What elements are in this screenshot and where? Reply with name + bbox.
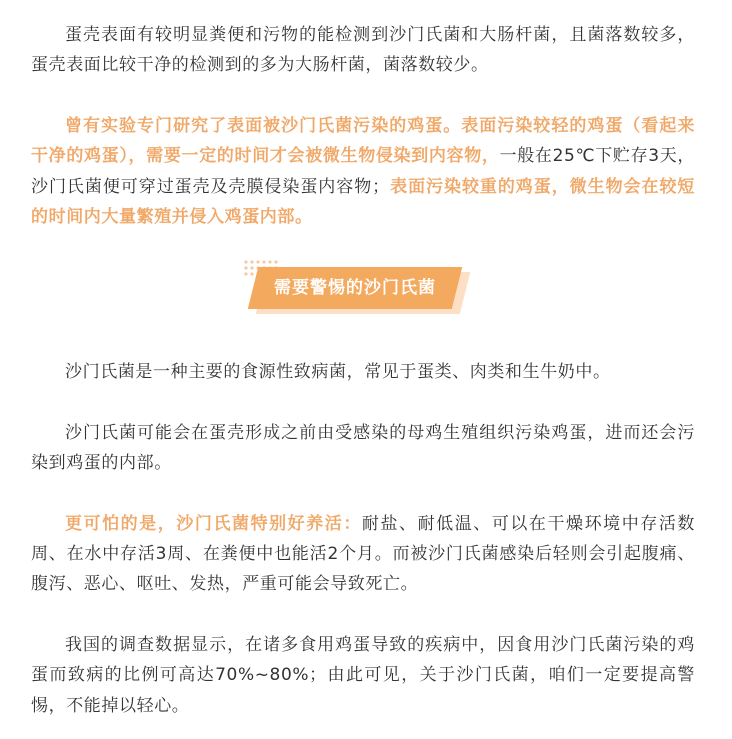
section-header (31, 259, 695, 357)
highlight-text-heavy-contamination: 表面污染较重的鸡蛋，微生物会在较短的时间内大量繁殖并侵入鸡蛋内部。 (31, 176, 696, 228)
highlight-text-light-contamination: 曾有实验专门研究了表面被沙门氏菌污染的鸡蛋。表面污染较轻的鸡蛋（看起来干净的鸡蛋），需要一定的时间才会被微生物侵染到内容物， (31, 115, 695, 167)
paragraph-salmonella-intro: 沙门氏菌是一种主要的食源性致病菌，常见于蛋类、肉类和生牛奶中。 (65, 362, 611, 383)
paragraph-experiment (31, 111, 695, 233)
section-title: 需要警惕的沙门氏菌 (274, 278, 436, 299)
paragraph-eggshell-detection: 蛋壳表面有较明显粪便和污物的能检测到沙门氏菌和大肠杆菌，且菌落数较多，蛋壳表面比较干净的检测到的多为大肠杆菌，菌落数较少。 (31, 25, 695, 76)
article-body (31, 20, 695, 721)
paragraph-survival (31, 509, 695, 600)
normal-text-storage: 一般在25℃下贮存3天，沙门氏菌便可穿过蛋壳及壳膜侵染蛋内容物； (31, 146, 695, 197)
normal-text-symptoms: 耐盐、耐低温、可以在干燥环境中存活数周、在水中存活3周、在粪便中也能活2个月。而被沙门氏菌感染后轻则会引起腹痛、腹泻、恶心、呕吐、发热，严重可能会导致死亡。 (31, 513, 695, 595)
paragraph-survey-data: 我国的调查数据显示，在诸多食用鸡蛋导致的疾病中，因食用沙门氏菌污染的鸡蛋而致病的比例可高达70%~80%；由此可见，关于沙门氏菌，咱们一定要提高警惕，不能掉以轻心。 (31, 634, 695, 716)
highlight-text-survival: 更可怕的是，沙门氏菌特别好养活： (65, 513, 362, 534)
paragraph-infection-route: 沙门氏菌可能会在蛋壳形成之前由受感染的母鸡生殖组织污染鸡蛋，进而还会污染到鸡蛋的内部。 (31, 422, 695, 474)
